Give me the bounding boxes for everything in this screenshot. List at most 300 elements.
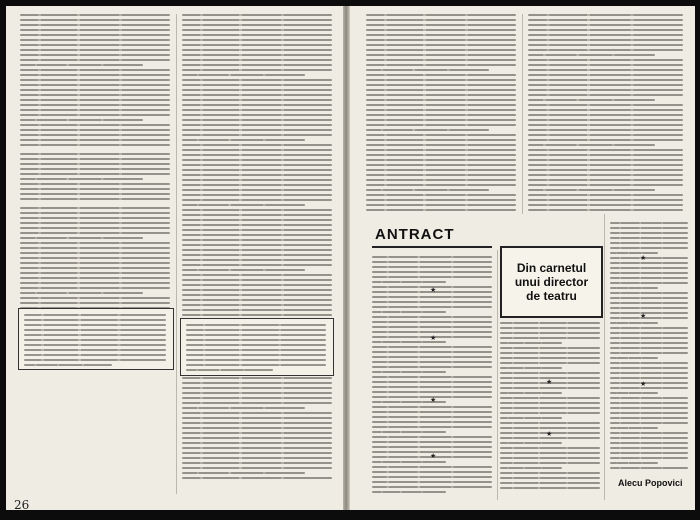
text-line <box>610 392 658 394</box>
text-line <box>528 39 683 41</box>
text-line <box>528 89 683 91</box>
text-line <box>500 322 600 324</box>
text-line <box>20 129 170 131</box>
text-line <box>366 29 516 31</box>
text-line <box>610 432 688 434</box>
text-line <box>610 302 688 304</box>
text-line <box>610 337 688 339</box>
text-line <box>610 457 688 459</box>
text-line <box>366 109 516 111</box>
text-line <box>366 139 516 141</box>
left-column-1-text <box>20 14 170 317</box>
text-line <box>182 304 332 306</box>
dialogue-column-2 <box>500 322 600 492</box>
text-line <box>182 249 332 251</box>
text-line <box>500 417 562 419</box>
text-line <box>182 174 332 176</box>
text-line <box>20 19 170 21</box>
feature-title-line-2: unui director <box>514 275 589 289</box>
text-line <box>528 124 683 126</box>
text-line <box>182 402 332 404</box>
left-column-2-text <box>182 14 332 482</box>
text-line <box>20 277 170 279</box>
text-line <box>20 29 170 31</box>
text-line <box>366 189 489 191</box>
text-line <box>182 29 332 31</box>
text-line <box>366 49 516 51</box>
text-line <box>528 104 683 106</box>
text-line <box>610 342 688 344</box>
text-line <box>366 124 516 126</box>
text-line <box>182 254 332 256</box>
text-line <box>610 452 688 454</box>
text-line <box>500 457 600 459</box>
text-line <box>366 99 516 101</box>
text-line <box>182 264 332 266</box>
text-line <box>182 397 332 399</box>
text-line <box>528 134 683 136</box>
text-line <box>610 462 658 464</box>
text-line <box>366 79 516 81</box>
text-line <box>610 357 658 359</box>
text-line <box>500 392 562 394</box>
text-line <box>182 269 305 271</box>
text-line <box>366 39 516 41</box>
text-line <box>186 364 326 366</box>
separator-star-icon: ★ <box>640 312 647 320</box>
text-line <box>182 159 332 161</box>
text-line <box>366 174 516 176</box>
text-line <box>610 252 658 254</box>
text-line <box>182 139 305 141</box>
text-line <box>20 188 170 190</box>
text-line <box>528 194 683 196</box>
text-line <box>528 144 655 146</box>
text-line <box>182 234 332 236</box>
text-line <box>366 119 516 121</box>
text-line <box>182 382 332 384</box>
text-line <box>182 244 332 246</box>
text-line <box>182 259 332 261</box>
text-line <box>528 149 683 151</box>
text-line <box>20 24 170 26</box>
text-line <box>610 352 688 354</box>
text-line <box>372 461 446 463</box>
text-line <box>528 44 683 46</box>
text-line <box>372 391 492 393</box>
text-line <box>24 354 166 356</box>
text-line <box>20 272 170 274</box>
section-label: ANTRACT <box>375 226 455 243</box>
text-line <box>528 84 683 86</box>
text-line <box>182 452 332 454</box>
text-line <box>366 54 516 56</box>
text-line <box>186 329 326 331</box>
text-line <box>366 14 516 16</box>
text-line <box>182 294 332 296</box>
section-rule <box>372 246 492 248</box>
text-line <box>500 347 600 349</box>
text-line <box>24 329 166 331</box>
text-line <box>20 267 170 269</box>
text-line <box>182 169 332 171</box>
text-line <box>366 94 516 96</box>
separator-star-icon: ★ <box>430 286 437 294</box>
text-line <box>610 367 688 369</box>
text-line <box>20 178 143 180</box>
text-line <box>20 183 170 185</box>
column-rule <box>176 14 177 494</box>
text-line <box>24 349 166 351</box>
text-line <box>20 89 170 91</box>
text-line <box>372 421 492 423</box>
text-line <box>610 447 688 449</box>
text-line <box>182 279 332 281</box>
text-line <box>610 437 688 439</box>
text-line <box>20 153 170 155</box>
text-line <box>366 209 516 211</box>
text-line <box>182 467 332 469</box>
text-line <box>528 24 683 26</box>
text-line <box>528 179 683 181</box>
text-line <box>500 412 600 414</box>
text-line <box>366 129 489 131</box>
text-line <box>182 457 332 459</box>
text-line <box>20 237 143 239</box>
text-line <box>372 446 492 448</box>
text-line <box>366 194 516 196</box>
text-line <box>500 327 600 329</box>
text-line <box>372 426 492 428</box>
text-line <box>182 94 332 96</box>
text-line <box>182 427 332 429</box>
text-line <box>20 247 170 249</box>
text-line <box>20 109 170 111</box>
text-line <box>20 34 170 36</box>
text-line <box>366 154 516 156</box>
text-line <box>182 204 305 206</box>
text-line <box>528 59 683 61</box>
text-line <box>182 179 332 181</box>
text-line <box>366 144 516 146</box>
text-line <box>610 322 658 324</box>
text-line <box>366 199 516 201</box>
text-line <box>372 441 492 443</box>
text-line <box>500 482 600 484</box>
text-line <box>500 422 600 424</box>
text-line <box>182 284 332 286</box>
text-line <box>610 222 688 224</box>
text-line <box>20 302 170 304</box>
text-line <box>182 109 332 111</box>
text-line <box>20 232 170 234</box>
text-line <box>20 74 170 76</box>
text-line <box>366 149 516 151</box>
text-line <box>500 387 600 389</box>
text-line <box>24 344 166 346</box>
text-line <box>610 467 688 469</box>
text-line <box>500 372 600 374</box>
text-line <box>20 212 170 214</box>
text-line <box>500 332 600 334</box>
text-line <box>372 331 492 333</box>
text-line <box>182 437 332 439</box>
text-line <box>20 252 170 254</box>
text-line <box>182 34 332 36</box>
highlighted-question-text <box>24 314 166 369</box>
text-line <box>610 257 688 259</box>
text-line <box>182 472 305 474</box>
text-line <box>500 477 600 479</box>
text-line <box>20 168 170 170</box>
text-line <box>528 204 683 206</box>
text-line <box>610 382 688 384</box>
text-line <box>366 134 516 136</box>
text-line <box>372 481 492 483</box>
text-line <box>182 194 332 196</box>
separator-star-icon: ★ <box>546 430 553 438</box>
text-line <box>24 364 112 366</box>
text-line <box>24 359 166 361</box>
text-line <box>182 39 332 41</box>
text-line <box>20 257 170 259</box>
text-line <box>500 342 562 344</box>
text-line <box>528 64 683 66</box>
text-line <box>528 154 683 156</box>
text-line <box>528 189 655 191</box>
text-line <box>182 14 332 16</box>
separator-star-icon: ★ <box>640 380 647 388</box>
text-line <box>20 193 170 195</box>
text-line <box>610 247 688 249</box>
text-line <box>610 412 688 414</box>
text-line <box>182 54 332 56</box>
text-line <box>500 427 600 429</box>
text-line <box>182 377 332 379</box>
text-line <box>528 69 683 71</box>
text-line <box>372 261 492 263</box>
text-line <box>186 344 326 346</box>
text-line <box>366 169 516 171</box>
text-line <box>24 334 166 336</box>
text-line <box>24 324 166 326</box>
text-line <box>366 19 516 21</box>
text-line <box>500 352 600 354</box>
text-line <box>366 69 489 71</box>
text-line <box>500 467 562 469</box>
text-line <box>182 214 332 216</box>
text-line <box>182 119 332 121</box>
text-line <box>366 104 516 106</box>
text-line <box>182 19 332 21</box>
text-line <box>610 242 688 244</box>
text-line <box>610 402 688 404</box>
text-line <box>20 84 170 86</box>
text-line <box>182 89 332 91</box>
text-line <box>366 179 516 181</box>
text-line <box>182 84 332 86</box>
text-line <box>20 14 170 16</box>
text-line <box>372 306 492 308</box>
separator-star-icon: ★ <box>430 334 437 342</box>
text-line <box>186 334 326 336</box>
text-line <box>528 159 683 161</box>
text-line <box>500 472 600 474</box>
text-line <box>528 114 683 116</box>
text-line <box>610 397 688 399</box>
text-line <box>20 227 170 229</box>
text-line <box>186 359 326 361</box>
text-line <box>366 204 516 206</box>
text-line <box>372 321 492 323</box>
text-line <box>610 262 688 264</box>
text-line <box>20 222 170 224</box>
text-line <box>372 431 446 433</box>
text-line <box>366 114 516 116</box>
text-line <box>372 316 492 318</box>
text-line <box>610 417 688 419</box>
text-line <box>24 319 166 321</box>
separator-star-icon: ★ <box>546 378 553 386</box>
text-line <box>182 134 332 136</box>
text-line <box>20 69 170 71</box>
text-line <box>182 24 332 26</box>
text-line <box>182 59 332 61</box>
text-line <box>24 339 166 341</box>
text-line <box>372 301 492 303</box>
text-line <box>20 292 143 294</box>
text-line <box>372 346 492 348</box>
text-line <box>500 447 600 449</box>
text-line <box>182 64 332 66</box>
text-line <box>610 422 688 424</box>
text-line <box>366 24 516 26</box>
text-line <box>366 74 516 76</box>
text-line <box>182 314 332 316</box>
text-line <box>20 198 170 200</box>
text-line <box>186 369 273 371</box>
text-line <box>610 282 688 284</box>
text-line <box>182 199 332 201</box>
text-line <box>372 311 446 313</box>
text-line <box>182 124 332 126</box>
text-line <box>20 139 170 141</box>
text-line <box>182 462 332 464</box>
text-line <box>182 447 332 449</box>
text-line <box>20 287 170 289</box>
text-line <box>366 159 516 161</box>
text-line <box>182 184 332 186</box>
text-line <box>182 79 332 81</box>
text-line <box>182 274 332 276</box>
text-line <box>610 292 688 294</box>
text-line <box>372 281 446 283</box>
text-line <box>372 406 492 408</box>
text-line <box>528 164 683 166</box>
text-line <box>528 99 655 101</box>
text-line <box>182 477 332 479</box>
text-line <box>20 79 170 81</box>
text-line <box>20 262 170 264</box>
text-line <box>500 462 600 464</box>
text-line <box>372 256 492 258</box>
text-line <box>20 94 170 96</box>
text-line <box>182 417 332 419</box>
text-line <box>610 297 688 299</box>
text-line <box>182 149 332 151</box>
text-line <box>610 307 688 309</box>
text-line <box>182 104 332 106</box>
text-line <box>20 242 170 244</box>
text-line <box>500 407 600 409</box>
text-line <box>366 89 516 91</box>
text-line <box>372 361 492 363</box>
text-line <box>528 79 683 81</box>
text-line <box>20 207 170 209</box>
text-line <box>528 94 683 96</box>
text-line <box>20 282 170 284</box>
text-line <box>528 119 683 121</box>
text-line <box>372 416 492 418</box>
text-line <box>20 119 143 121</box>
text-line <box>610 277 688 279</box>
text-line <box>182 164 332 166</box>
text-line <box>182 114 332 116</box>
text-line <box>372 486 492 488</box>
text-line <box>366 44 516 46</box>
text-line <box>528 184 683 186</box>
text-line <box>20 44 170 46</box>
text-line <box>182 289 332 291</box>
text-line <box>186 349 326 351</box>
text-line <box>366 184 516 186</box>
text-line <box>20 99 170 101</box>
text-line <box>182 387 332 389</box>
text-line <box>610 327 688 329</box>
text-line <box>528 29 683 31</box>
column-rule <box>522 14 523 214</box>
text-line <box>20 124 170 126</box>
text-line <box>372 381 492 383</box>
separator-star-icon: ★ <box>430 396 437 404</box>
text-line <box>610 317 688 319</box>
text-line <box>182 49 332 51</box>
text-line <box>528 199 683 201</box>
text-line <box>20 297 170 299</box>
text-line <box>366 59 516 61</box>
right-column-1-text <box>366 14 516 214</box>
text-line <box>20 158 170 160</box>
text-line <box>528 169 683 171</box>
text-line <box>610 237 688 239</box>
text-line <box>372 491 446 493</box>
text-line <box>372 271 492 273</box>
text-line <box>182 229 332 231</box>
text-line <box>528 34 683 36</box>
text-line <box>20 114 170 116</box>
page-number: 26 <box>14 498 30 512</box>
text-line <box>500 357 600 359</box>
text-line <box>182 299 332 301</box>
text-line <box>528 74 683 76</box>
text-line <box>528 209 683 211</box>
text-line <box>610 387 688 389</box>
text-line <box>182 392 332 394</box>
feature-title-box <box>500 246 603 318</box>
text-line <box>20 173 170 175</box>
text-line <box>182 144 332 146</box>
text-line <box>372 371 446 373</box>
